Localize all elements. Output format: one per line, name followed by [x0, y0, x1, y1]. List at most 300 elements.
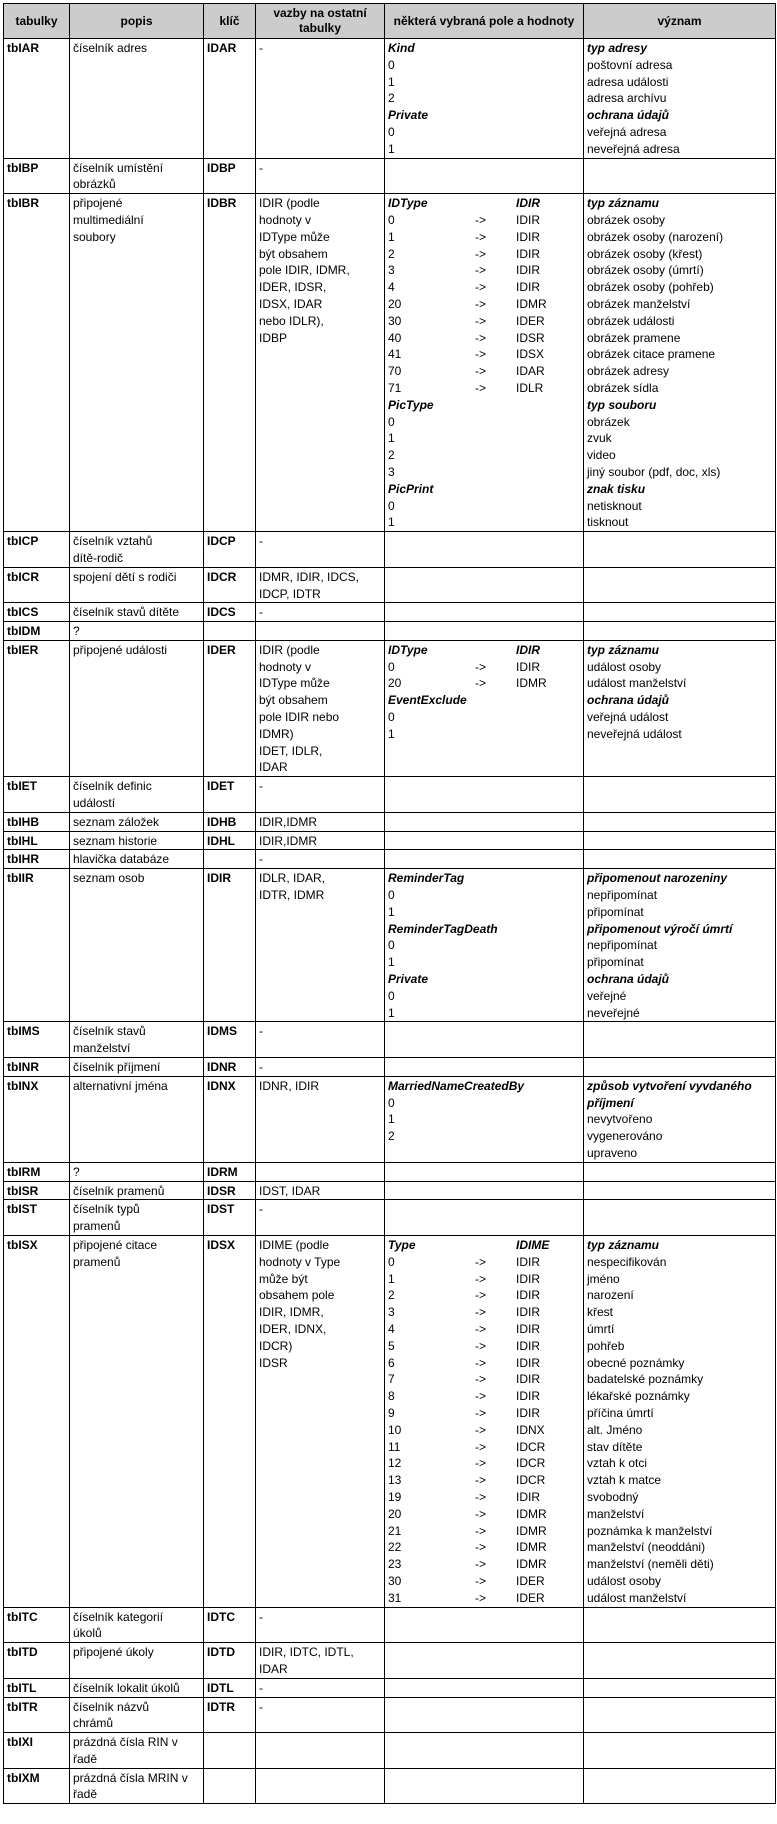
target-key: IDMR — [516, 1523, 547, 1538]
key-cell — [204, 1607, 256, 1643]
target-key: IDMR — [516, 296, 547, 311]
description-line: seznam historie — [73, 833, 158, 848]
table-name: tbINX — [7, 1078, 39, 1093]
fields-cell — [385, 194, 584, 532]
table-name: tbITL — [7, 1680, 37, 1695]
primary-key: IDER — [207, 642, 236, 657]
field-value-row — [388, 346, 580, 363]
arrow — [475, 107, 516, 124]
field-value: 1 — [388, 431, 395, 446]
meaning-cell — [584, 603, 776, 622]
meaning-heading: typ záznamu — [587, 642, 660, 657]
fields-cell — [385, 158, 584, 194]
field-value: 0 — [388, 710, 395, 725]
field-value: 13 — [388, 1473, 402, 1488]
primary-key: IDSR — [207, 1183, 236, 1198]
target-key — [516, 397, 580, 414]
meaning-value: nepřipomínat — [587, 888, 658, 903]
target-key: IDCR — [516, 1473, 546, 1488]
table-name-cell — [4, 1697, 70, 1733]
links-cell — [256, 831, 385, 850]
target-key: IDAR — [516, 364, 545, 379]
key-cell — [204, 1181, 256, 1200]
field-name — [388, 40, 580, 57]
table-row — [4, 1733, 776, 1769]
table-row — [4, 812, 776, 831]
field-value: 11 — [388, 1439, 401, 1454]
arrow — [475, 464, 516, 481]
link-line: - — [259, 852, 263, 867]
target-key: IDMR — [516, 1557, 547, 1572]
links-cell — [256, 1733, 385, 1769]
link-line: pole IDIR nebo — [259, 710, 340, 725]
field-value: 0 — [388, 498, 395, 513]
description-cell — [70, 869, 204, 1022]
link-line: IDET, IDLR, — [259, 743, 323, 758]
meaning-heading: typ adresy — [587, 41, 648, 55]
meaning-value: tisknout — [587, 515, 629, 530]
links-cell — [256, 39, 385, 159]
table-name: tbIBP — [7, 160, 39, 175]
meaning-value: obrázek — [587, 414, 630, 429]
field-value: 23 — [388, 1557, 402, 1572]
links-cell — [256, 1768, 385, 1804]
arrow — [475, 904, 516, 921]
description-line: prázdná čísla MRIN v — [73, 1770, 188, 1785]
meaning-cell — [584, 158, 776, 194]
primary-key: IDBR — [207, 196, 237, 211]
meaning-value: obrázek události — [587, 313, 675, 328]
fields-cell — [385, 812, 584, 831]
primary-key: IDCP — [207, 534, 236, 549]
table-row — [4, 603, 776, 622]
target-key: IDER — [516, 313, 545, 328]
field-name — [388, 692, 580, 709]
arrow: -> — [475, 659, 487, 674]
arrow: -> — [475, 1557, 487, 1572]
link-line: nebo IDLR), — [259, 313, 324, 328]
link-line: IDSR — [259, 1355, 288, 1370]
field-value-row — [388, 430, 580, 447]
links-cell — [256, 640, 385, 776]
fields-cell — [385, 1768, 584, 1804]
table-name-cell — [4, 1607, 70, 1643]
table-row — [4, 850, 776, 869]
table-name-cell — [4, 850, 70, 869]
key-cell — [204, 850, 256, 869]
meaning-value: obrázek osoby — [587, 212, 666, 227]
field-value: 2 — [388, 448, 395, 463]
target-key: IDER — [516, 1573, 545, 1588]
arrow: -> — [475, 1523, 487, 1538]
key-cell — [204, 777, 256, 813]
target-key: IDIR — [516, 196, 540, 211]
description-line: číselník stavů — [73, 1024, 146, 1039]
description-cell — [70, 622, 204, 641]
link-line: IDST, IDAR — [259, 1183, 321, 1198]
field-value: 3 — [388, 263, 395, 278]
target-key: IDIR — [516, 1338, 540, 1353]
field-value-row — [388, 1590, 580, 1607]
primary-key: IDTR — [207, 1699, 235, 1714]
meaning-cell — [584, 812, 776, 831]
header-vazby: vazby na ostatní tabulky — [256, 4, 385, 39]
meaning-value: událost osoby — [587, 1573, 662, 1588]
table-name: tbIMS — [7, 1024, 40, 1039]
arrow — [475, 414, 516, 431]
meaning-heading: typ záznamu — [587, 1237, 660, 1252]
field-value-row — [388, 1439, 580, 1456]
field-value: 0 — [388, 1254, 395, 1269]
field-name — [388, 921, 580, 938]
arrow: -> — [475, 1254, 487, 1269]
link-line: - — [259, 1060, 263, 1075]
links-cell — [256, 869, 385, 1022]
field-value-row — [388, 380, 580, 397]
field-value-row — [388, 1371, 580, 1388]
target-key: IDCR — [516, 1439, 546, 1454]
target-key: IDIR — [516, 1254, 540, 1269]
table-name: tbIST — [7, 1202, 37, 1217]
meaning-heading: typ záznamu — [587, 196, 660, 211]
target-key: IDSR — [516, 330, 545, 345]
description-line: spojení dětí s rodiči — [73, 569, 177, 584]
field-value: Kind — [388, 41, 415, 55]
fields-cell — [385, 1076, 584, 1162]
description-cell — [70, 1607, 204, 1643]
arrow — [475, 921, 516, 938]
table-row — [4, 194, 776, 532]
target-key: IDIR — [516, 263, 540, 278]
links-cell — [256, 603, 385, 622]
link-line: IDER, IDSR, — [259, 280, 327, 295]
description-line: multimediální — [73, 212, 144, 227]
target-key — [516, 1005, 580, 1022]
target-key — [516, 40, 580, 57]
link-line: - — [259, 41, 263, 55]
key-cell — [204, 532, 256, 568]
meaning-value: veřejná adresa — [587, 124, 667, 139]
description-cell — [70, 1058, 204, 1077]
meaning-value: adresa archívu — [587, 91, 667, 106]
field-value: 7 — [388, 1372, 395, 1387]
meaning-value: úmrtí — [587, 1321, 615, 1336]
arrow: -> — [475, 1506, 487, 1521]
table-name-cell — [4, 1643, 70, 1679]
target-key — [516, 1078, 580, 1095]
fields-cell — [385, 850, 584, 869]
field-value: 1 — [388, 904, 395, 919]
fields-cell — [385, 869, 584, 1022]
meaning-value: křest — [587, 1305, 614, 1320]
field-value-row — [388, 1321, 580, 1338]
description-cell — [70, 1022, 204, 1058]
meaning-value: obrázek adresy — [587, 364, 670, 379]
links-cell — [256, 1162, 385, 1181]
field-value-row — [388, 709, 580, 726]
primary-key: IDCS — [207, 605, 236, 620]
arrow — [475, 971, 516, 988]
meaning-cell — [584, 850, 776, 869]
field-value: 0 — [388, 988, 395, 1003]
link-line: IDMR, IDIR, IDCS, — [259, 569, 360, 584]
target-key — [516, 904, 580, 921]
primary-key: IDTL — [207, 1680, 234, 1695]
description-line: číselník názvů — [73, 1699, 150, 1714]
field-value: 21 — [388, 1523, 402, 1538]
links-cell — [256, 1678, 385, 1697]
target-key: IDER — [516, 1590, 545, 1605]
table-name-cell — [4, 831, 70, 850]
arrow: -> — [475, 1288, 487, 1303]
arrow — [475, 195, 516, 212]
meaning-value: stav dítěte — [587, 1439, 643, 1454]
target-key — [516, 1128, 580, 1145]
meaning-value: neveřejné — [587, 1005, 640, 1020]
database-tables-table — [3, 3, 776, 1804]
description-cell — [70, 1697, 204, 1733]
field-value-row — [388, 1523, 580, 1540]
table-name-cell — [4, 1058, 70, 1077]
field-value-row — [388, 90, 580, 107]
arrow — [475, 954, 516, 971]
field-value: 12 — [388, 1456, 402, 1471]
fields-cell — [385, 1022, 584, 1058]
description-line: připojené události — [73, 642, 168, 657]
target-key: IDIR — [516, 1405, 540, 1420]
target-key — [516, 954, 580, 971]
target-key — [516, 692, 580, 709]
primary-key: IDET — [207, 779, 235, 794]
table-name: tbIHL — [7, 833, 38, 848]
field-value: 20 — [388, 676, 402, 691]
key-cell — [204, 158, 256, 194]
field-value-row — [388, 1005, 580, 1022]
target-key: IDIR — [516, 1305, 540, 1320]
table-name-cell — [4, 158, 70, 194]
field-value: 0 — [388, 659, 395, 674]
meaning-value: manželství — [587, 1506, 645, 1521]
field-value-row — [388, 1422, 580, 1439]
description-cell — [70, 1200, 204, 1236]
table-row — [4, 1162, 776, 1181]
fields-cell — [385, 532, 584, 568]
field-name — [388, 1237, 580, 1254]
field-value: PicType — [388, 397, 434, 412]
description-cell — [70, 640, 204, 776]
arrow: -> — [475, 1389, 487, 1404]
description-line: úkolů — [73, 1626, 102, 1641]
table-row — [4, 869, 776, 1022]
link-line: - — [259, 1680, 263, 1695]
link-line: IDER, IDNX, — [259, 1321, 327, 1336]
link-line: IDSX, IDAR — [259, 296, 323, 311]
key-cell — [204, 1768, 256, 1804]
field-value: 31 — [388, 1590, 402, 1605]
arrow: -> — [475, 313, 487, 328]
links-cell — [256, 777, 385, 813]
meaning-value: alt. Jméno — [587, 1422, 643, 1437]
meaning-cell — [584, 567, 776, 603]
meaning-value: lékařské poznámky — [587, 1389, 690, 1404]
table-name-cell — [4, 869, 70, 1022]
links-cell — [256, 1022, 385, 1058]
link-line: hodnoty v Type — [259, 1254, 341, 1269]
arrow: -> — [475, 1422, 487, 1437]
meaning-cell — [584, 777, 776, 813]
target-key: IDCR — [516, 1456, 546, 1471]
meaning-heading: ochrana údajů — [587, 693, 670, 708]
key-cell — [204, 869, 256, 1022]
description-line: dítě-rodič — [73, 550, 124, 565]
description-cell — [70, 1733, 204, 1769]
meaning-heading: znak tisku — [587, 481, 646, 496]
field-value: 2 — [388, 1288, 395, 1303]
table-row — [4, 777, 776, 813]
arrow: -> — [475, 212, 487, 227]
arrow: -> — [475, 1271, 487, 1286]
link-line: být obsahem — [259, 246, 328, 261]
field-value-row — [388, 1254, 580, 1271]
table-row — [4, 1678, 776, 1697]
arrow — [475, 514, 516, 531]
field-value: IDType — [388, 642, 428, 657]
key-cell — [204, 812, 256, 831]
field-value-row — [388, 514, 580, 531]
link-line: - — [259, 1202, 263, 1217]
table-row — [4, 1076, 776, 1162]
table-row — [4, 1607, 776, 1643]
table-row — [4, 1643, 776, 1679]
fields-cell — [385, 1200, 584, 1236]
meaning-heading: ochrana údajů — [587, 108, 670, 123]
field-value-row — [388, 1355, 580, 1372]
meaning-value: obrázek osoby (křest) — [587, 246, 703, 261]
link-line: - — [259, 779, 263, 794]
description-line: číselník umístění — [73, 160, 164, 175]
meaning-value: obrázek citace pramene — [587, 347, 716, 362]
link-line: pole IDIR, IDMR, — [259, 263, 350, 278]
table-name: tbIXM — [7, 1770, 40, 1785]
meaning-value: připomínat — [587, 904, 644, 919]
field-value-row — [388, 124, 580, 141]
description-cell — [70, 1235, 204, 1607]
description-cell — [70, 777, 204, 813]
description-line: obrázků — [73, 177, 116, 192]
field-value-row — [388, 141, 580, 158]
header-vyznam: význam — [584, 4, 776, 39]
description-cell — [70, 812, 204, 831]
field-value-row — [388, 246, 580, 263]
table-name: tbIRM — [7, 1164, 41, 1179]
description-cell — [70, 850, 204, 869]
description-cell — [70, 1768, 204, 1804]
meaning-heading: způsob vytvoření vyvdaného příjmení — [587, 1078, 752, 1110]
field-name — [388, 870, 580, 887]
table-name-cell — [4, 640, 70, 776]
field-value-row — [388, 1388, 580, 1405]
table-name: tbIBR — [7, 196, 39, 211]
description-line: událostí — [73, 796, 116, 811]
header-pole-hodnoty: některá vybraná pole a hodnoty — [385, 4, 584, 39]
field-value: 41 — [388, 347, 402, 362]
arrow — [475, 1128, 516, 1145]
description-line: manželství — [73, 1041, 131, 1056]
field-value-row — [388, 229, 580, 246]
links-cell — [256, 1076, 385, 1162]
field-value: 0 — [388, 57, 395, 72]
arrow — [475, 726, 516, 743]
field-value: 0 — [388, 414, 395, 429]
meaning-cell — [584, 640, 776, 776]
meaning-cell — [584, 1162, 776, 1181]
target-key — [516, 90, 580, 107]
description-line: soubory — [73, 229, 116, 244]
link-line: IDIR (podle — [259, 642, 320, 657]
field-value: 19 — [388, 1489, 402, 1504]
arrow — [475, 1005, 516, 1022]
fields-cell — [385, 1643, 584, 1679]
link-line: - — [259, 534, 263, 549]
meaning-value: obrázek osoby (narození) — [587, 229, 724, 244]
field-value: ReminderTag — [388, 871, 465, 886]
target-key: IDIR — [516, 659, 540, 674]
table-name: tbITD — [7, 1645, 38, 1660]
arrow: -> — [475, 330, 487, 345]
field-value-row — [388, 313, 580, 330]
primary-key: IDMS — [207, 1024, 237, 1039]
meaning-value: manželství (neoddáni) — [587, 1540, 706, 1555]
links-cell — [256, 194, 385, 532]
fields-cell — [385, 1607, 584, 1643]
arrow — [475, 1237, 516, 1254]
meaning-value: manželství (neměli děti) — [587, 1557, 714, 1572]
key-cell — [204, 1058, 256, 1077]
target-key — [516, 887, 580, 904]
arrow — [475, 937, 516, 954]
meaning-value: příčina úmrtí — [587, 1405, 654, 1420]
fields-cell — [385, 831, 584, 850]
field-value-row — [388, 726, 580, 743]
links-cell — [256, 532, 385, 568]
document-page — [3, 3, 776, 1804]
link-line: IDCR) — [259, 1338, 293, 1353]
field-value-row — [388, 904, 580, 921]
link-line: - — [259, 1609, 263, 1624]
fields-cell — [385, 1162, 584, 1181]
key-cell — [204, 1022, 256, 1058]
description-line: chrámů — [73, 1716, 114, 1731]
link-line: - — [259, 160, 263, 175]
link-line: hodnoty v — [259, 212, 312, 227]
field-value: MarriedNameCreatedBy — [388, 1078, 525, 1093]
table-name: tbIET — [7, 779, 37, 794]
table-name: tbISR — [7, 1183, 39, 1198]
field-value-row — [388, 363, 580, 380]
meaning-value: netisknout — [587, 498, 642, 513]
fields-cell — [385, 777, 584, 813]
arrow: -> — [475, 1489, 487, 1504]
target-key — [516, 414, 580, 431]
table-name-cell — [4, 1022, 70, 1058]
arrow: -> — [475, 1305, 487, 1320]
target-key — [516, 57, 580, 74]
table-row — [4, 158, 776, 194]
fields-cell — [385, 1733, 584, 1769]
field-value-row — [388, 1556, 580, 1573]
meaning-heading: připomenout narozeniny — [587, 871, 728, 886]
arrow: -> — [475, 246, 487, 261]
